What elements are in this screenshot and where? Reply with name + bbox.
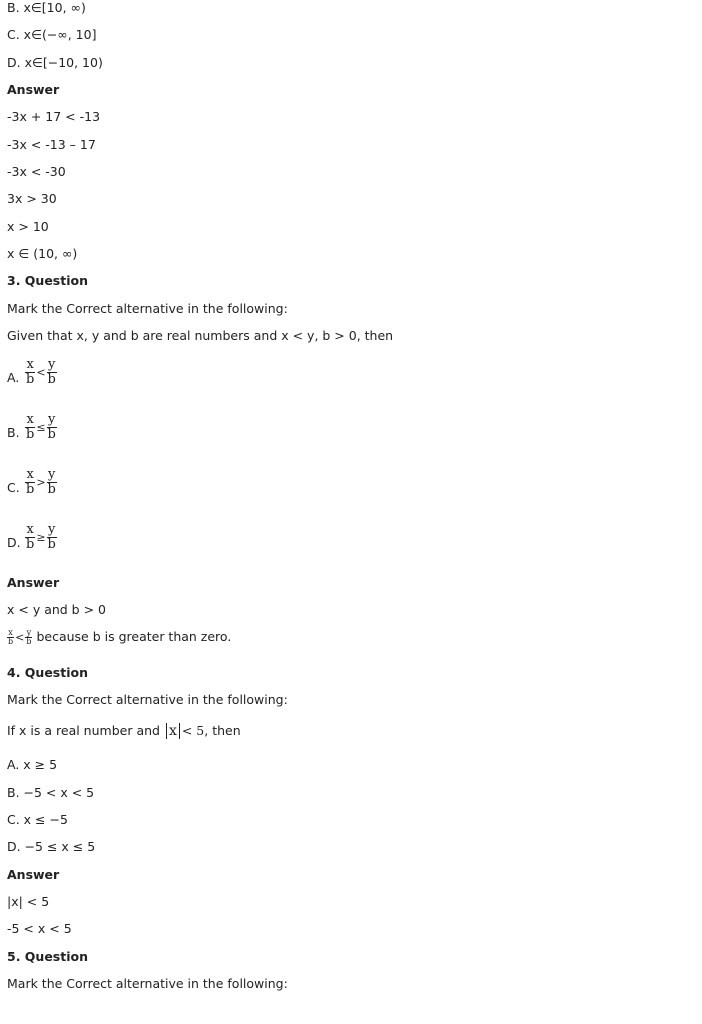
question-statement: Given that x, y and b are real numbers and x < y, b > 0, then [7,328,394,343]
answer-step: -3x < -30 [7,164,66,179]
fraction: $\frac{x}{b}$ [26,357,35,387]
absolute-value: x [166,723,180,739]
question-instruction: Mark the Correct alternative in the following: [7,976,288,991]
option-c: C. x ≤ −5 [7,812,68,827]
answer-heading: Answer [7,82,60,97]
question-instruction: Mark the Correct alternative in the following: [7,301,288,316]
fraction: $\frac{y}{b}$ [47,357,56,387]
question-instruction: Mark the Correct alternative in the following: [7,692,288,707]
statement-text: , then [204,723,241,738]
fraction: $\frac{y}{b}$ [47,467,56,497]
relation-symbol: < [15,630,25,644]
option-label: D. [7,535,21,550]
question-heading: 5. Question [7,949,88,964]
relation-symbol: < [36,366,46,379]
answer-step: -5 < x < 5 [7,921,72,936]
option-label: B. [7,425,20,440]
answer-text: because b is greater than zero. [36,629,232,644]
fraction: $\frac{y}{b}$ [47,412,56,442]
relation-symbol: > [36,476,46,489]
option-b: B. x∈[10, ∞) [7,0,86,15]
relation-symbol: ≤ [36,421,46,434]
answer-heading: Answer [7,867,60,882]
fraction: $\frac{x}{b}$ [26,467,35,497]
question-heading: 3. Question [7,273,88,288]
fraction: $\frac{x}{b}$ [8,628,14,646]
answer-step [7,629,231,646]
option-c: C. x∈(−∞, 10] [7,27,97,42]
answer-step: -3x < -13 – 17 [7,137,96,152]
answer-step: |x| < 5 [7,894,50,909]
fraction: $\frac{y}{b}$ [47,522,56,552]
answer-step: -3x + 17 < -13 [7,109,101,124]
question-heading: 4. Question [7,665,88,680]
option-b: B. −5 < x < 5 [7,785,95,800]
fraction: $\frac{y}{b}$ [26,628,32,646]
answer-step: 3x > 30 [7,191,57,206]
option-a: A. x ≥ 5 [7,757,58,772]
fraction: $\frac{x}{b}$ [26,522,35,552]
fraction: $\frac{x}{b}$ [26,412,35,442]
answer-step: x ∈ (10, ∞) [7,246,78,261]
relation-symbol: ≥ [36,531,46,544]
option-label: C. [7,480,20,495]
answer-heading: Answer [7,575,60,590]
answer-step: x < y and b > 0 [7,602,106,617]
option-label: A. [7,370,20,385]
option-d: D. x∈[−10, 10) [7,55,103,70]
question-statement [7,723,241,739]
option-d: D. −5 ≤ x ≤ 5 [7,839,96,854]
statement-relation: < 5 [181,723,205,738]
statement-text: If x is a real number and [7,723,160,738]
answer-step: x > 10 [7,219,49,234]
